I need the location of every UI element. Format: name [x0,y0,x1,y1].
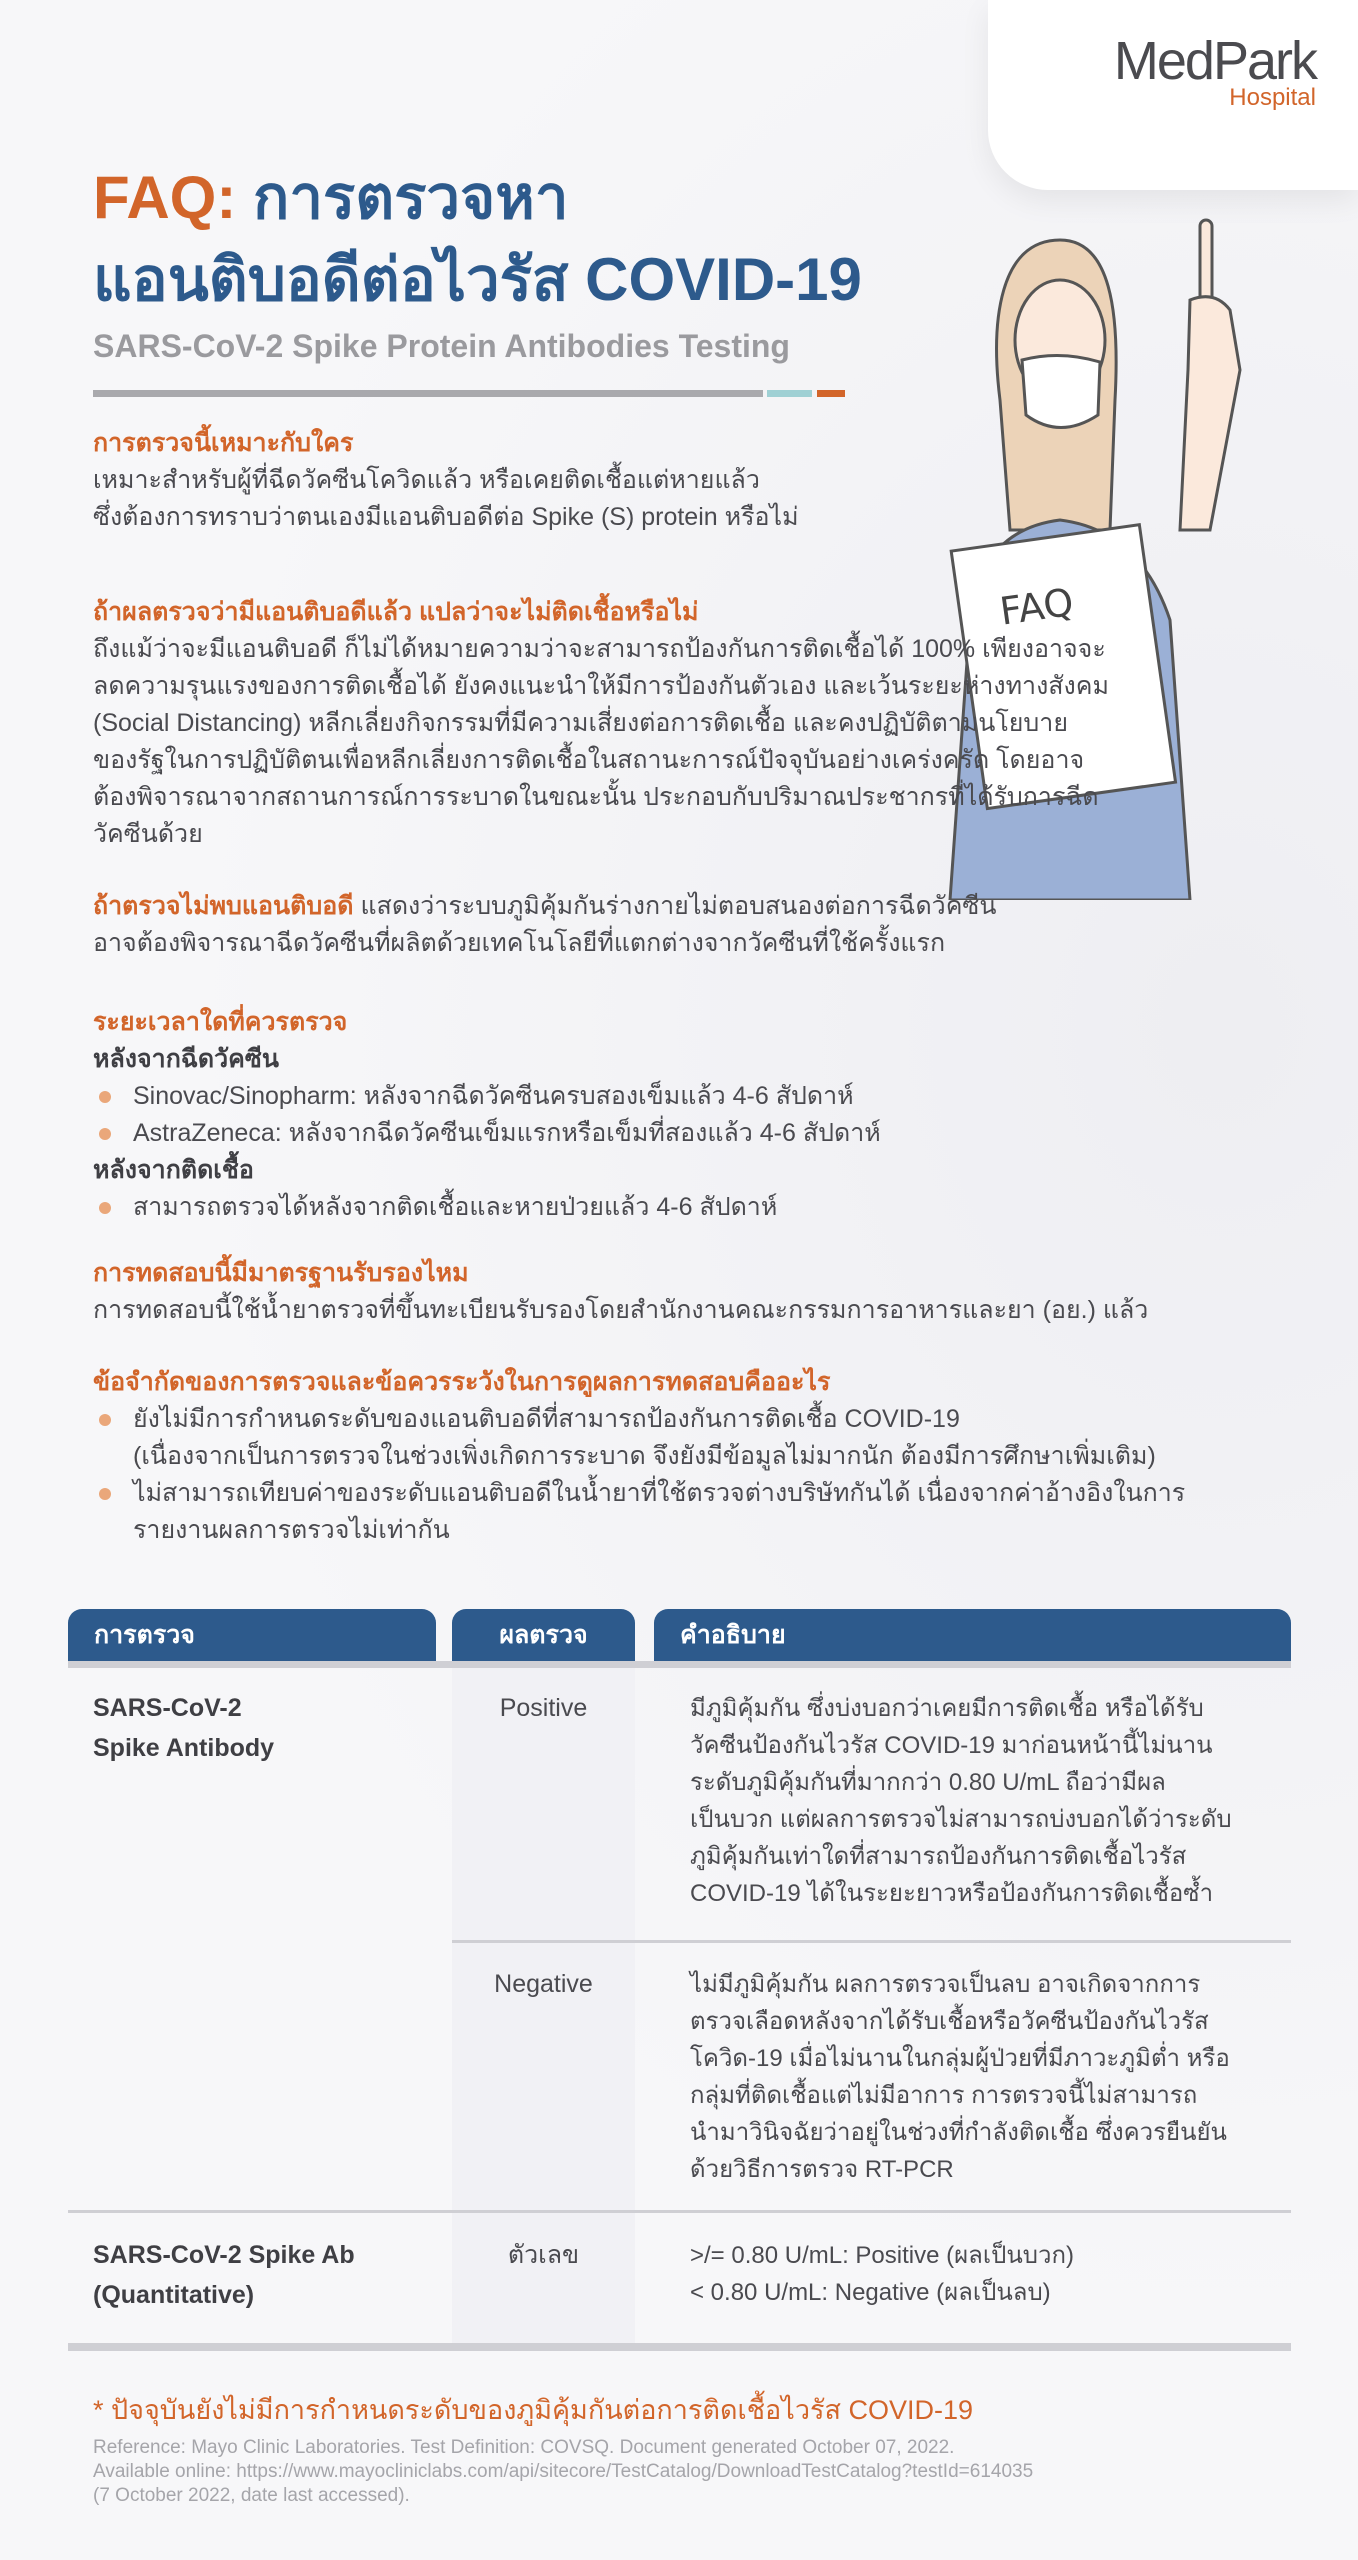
text-line: ต้องพิจารณาจากสถานการณ์การระบาดในขณะนั้น ประกอบกับปริมาณประชากรที่ได้รับการฉีด [93,783,1099,811]
section-limitations [93,1364,1293,1549]
test-name: SARS-CoV-2 Spike Ab (Quantitative) [93,2241,355,2309]
section-heading: ข้อจำกัดของการตรวจและข้อควรระวังในการดูผลการทดสอบคืออะไร [93,1368,831,1396]
text-line: วัคซีนด้วย [93,820,203,848]
header-test: การตรวจ [68,1609,436,1661]
text-line: ซึ่งต้องการทราบว่าตนเองมีแอนติบอดีต่อ Spike (S) protein หรือไม่ [93,503,799,531]
section-when [93,1004,1293,1226]
list-item: ยังไม่มีการกำหนดระดับของแอนติบอดีที่สามารถป้องกันการติดเชื้อ COVID-19 (เนื่องจากเป็นการตรวจในช่วงเพิ่งเกิดการระบาด จึงยังมีข้อมูลไม่มากนัก ต้องมีการศึกษาเพิ่มเติม) [93,1401,1293,1475]
sign-text: FAQ [997,579,1077,634]
header-description: คำอธิบาย [654,1609,1291,1661]
section-heading: ถ้าตรวจไม่พบแอนติบอดี [93,892,354,920]
description-quantitative: >/= 0.80 U/mL: Positive (ผลเป็นบวก) < 0.80 U/mL: Negative (ผลเป็นลบ) [690,2242,1074,2306]
text-line: แสดงว่าระบบภูมิคุ้มกันร่างกายไม่ตอบสนองต่อการฉีดวัคซีน [353,892,997,920]
text-line: เหมาะสำหรับผู้ที่ฉีดวัคซีนโควิดแล้ว หรือเคยติดเชื้อแต่หายแล้ว [93,466,760,494]
text-line: อาจต้องพิจารณาฉีดวัคซีนที่ผลิตด้วยเทคโนโลยีที่แตกต่างจากวัคซีนที่ใช้ครั้งแรก [93,929,946,957]
divider-gray [93,390,763,397]
logo-sub: Hospital [1229,84,1316,111]
description-positive: มีภูมิคุ้มกัน ซึ่งบ่งบอกว่าเคยมีการติดเชื้อ หรือได้รับ วัคซีนป้องกันไวรัส COVID-19 มาก่อนหน้านี้ไม่นาน ระดับภูมิคุ้มกันที่มากกว่า 0.80 U/mL ถือว่ามีผล เป็นบวก แต่ผลการตรวจไม่สามารถบ่งบอกได้ว่าระดับ ภูมิคุ้มกันเท่าใดที่สามารถป้องกันการติดเชื้อไวรัส COVID-19 ได้ในระยะยาวหรือป้องกันการติดเชื้อซ้ำ [690,1695,1232,1907]
divider-orange [817,390,845,397]
section-has-antibody [93,594,1293,853]
text-line: ถึงแม้ว่าจะมีแอนติบอดี ก็ไม่ได้หมายความว่าจะสามารถป้องกันการติดเชื้อได้ 100% เพียงอาจจะ [93,635,1106,663]
table-bottom-rule [68,2343,1291,2351]
section-heading: ระยะเวลาใดที่ควรตรวจ [93,1008,348,1036]
section-who [93,425,1293,536]
row-divider [452,1940,1291,1943]
logo-name: MedPark [1113,31,1316,91]
text-line: (Social Distancing) หลีกเลี่ยงกิจกรรมที่มีความเสี่ยงต่อการติดเชื้อ และคงปฏิบัติตามนโยบาย [93,709,1068,737]
header-rule [68,1661,1291,1668]
title-faq: FAQ: [93,164,237,231]
section-heading: การตรวจนี้เหมาะกับใคร [93,429,354,457]
subheading: หลังจากติดเชื้อ [93,1156,254,1184]
result-negative: Negative [494,1970,593,1998]
subheading: หลังจากฉีดวัคซีน [93,1045,279,1073]
section-heading: ถ้าผลตรวจว่ามีแอนติบอดีแล้ว แปลว่าจะไม่ติดเชื้อหรือไม่ [93,598,699,626]
text-line: การทดสอบนี้ใช้น้ำยาตรวจที่ขึ้นทะเบียนรับรองโดยสำนักงานคณะกรรมการอาหารและยา (อย.) แล้ว [93,1296,1149,1324]
section-no-antibody [93,888,1293,962]
list-item: สามารถตรวจได้หลังจากติดเชื้อและหายป่วยแล้ว 4-6 สัปดาห์ [93,1189,1293,1226]
text-line: ของรัฐในการปฏิบัติตนเพื่อหลีกเลี่ยงการติดเชื้อในสถานะการณ์ปัจจุบันอย่างเคร่งครัด โดยอาจ [93,746,1085,774]
title-line2: แอนติบอดีต่อไวรัส COVID-19 [93,246,862,313]
list-item: ไม่สามารถเทียบค่าของระดับแอนติบอดีในน้ำยาที่ใช้ตรวจต่างบริษัทกันได้ เนื่องจากค่าอ้างอิงในการ รายงานผลการตรวจไม่เท่ากัน [93,1475,1293,1549]
page-title [93,150,569,245]
text-line: ลดความรุนแรงของการติดเชื้อได้ ยังคงแนะนำให้มีการป้องกันตัวเอง และเว้นระยะห่างทางสังคม [93,672,1109,700]
header-result: ผลตรวจ [452,1609,635,1661]
divider-teal [767,390,812,397]
footnote: * ปัจจุบันยังไม่มีการกำหนดระดับของภูมิคุ้มกันต่อการติดเชื้อไวรัส COVID-19 [93,2395,974,2425]
description-negative: ไม่มีภูมิคุ้มกัน ผลการตรวจเป็นลบ อาจเกิดจากการ ตรวจเลือดหลังจากได้รับเชื้อหรือวัคซีนป้องกันไวรัส โควิด-19 เมื่อไม่นานในกลุ่มผู้ป่วยที่มีภาวะภูมิต่ำ หรือ กลุ่มที่ติดเชื้อแต่ไม่มีอาการ การตรวจนี้ไม่สามารถ นำมาวินิจฉัยว่าอยู่ในช่วงที่กำลังติดเชื้อ ซึ่งควรยืนยัน ด้วยวิธีการตรวจ RT-PCR [690,1971,1230,2183]
list-item: AstraZeneca: หลังจากฉีดวัคซีนเข็มแรกหรือเข็มที่สองแล้ว 4-6 สัปดาห์ [93,1115,1293,1152]
result-quantitative: ตัวเลข [507,2241,580,2269]
row-divider [68,2210,1291,2213]
list-item: Sinovac/Sinopharm: หลังจากฉีดวัคซีนครบสองเข็มแล้ว 4-6 สัปดาห์ [93,1078,1293,1115]
title-line1: การตรวจหา [236,164,569,231]
section-heading: การทดสอบนี้มีมาตรฐานรับรองไหม [93,1259,469,1287]
test-name: SARS-CoV-2 Spike Antibody [93,1694,275,1762]
section-standard [93,1255,1293,1329]
result-positive: Positive [499,1694,588,1722]
reference: Reference: Mayo Clinic Laboratories. Test Definition: COVSQ. Document generated October 07, 2022. Available online: https://www.mayocliniclabs.com/api/sitecore/TestCatalog/DownloadTestCatalog?testId=614035 (7 October 2022, date last accessed). [93,2437,1034,2506]
subtitle: SARS-CoV-2 Spike Protein Antibodies Testing [93,328,790,364]
logo-card [988,0,1358,190]
